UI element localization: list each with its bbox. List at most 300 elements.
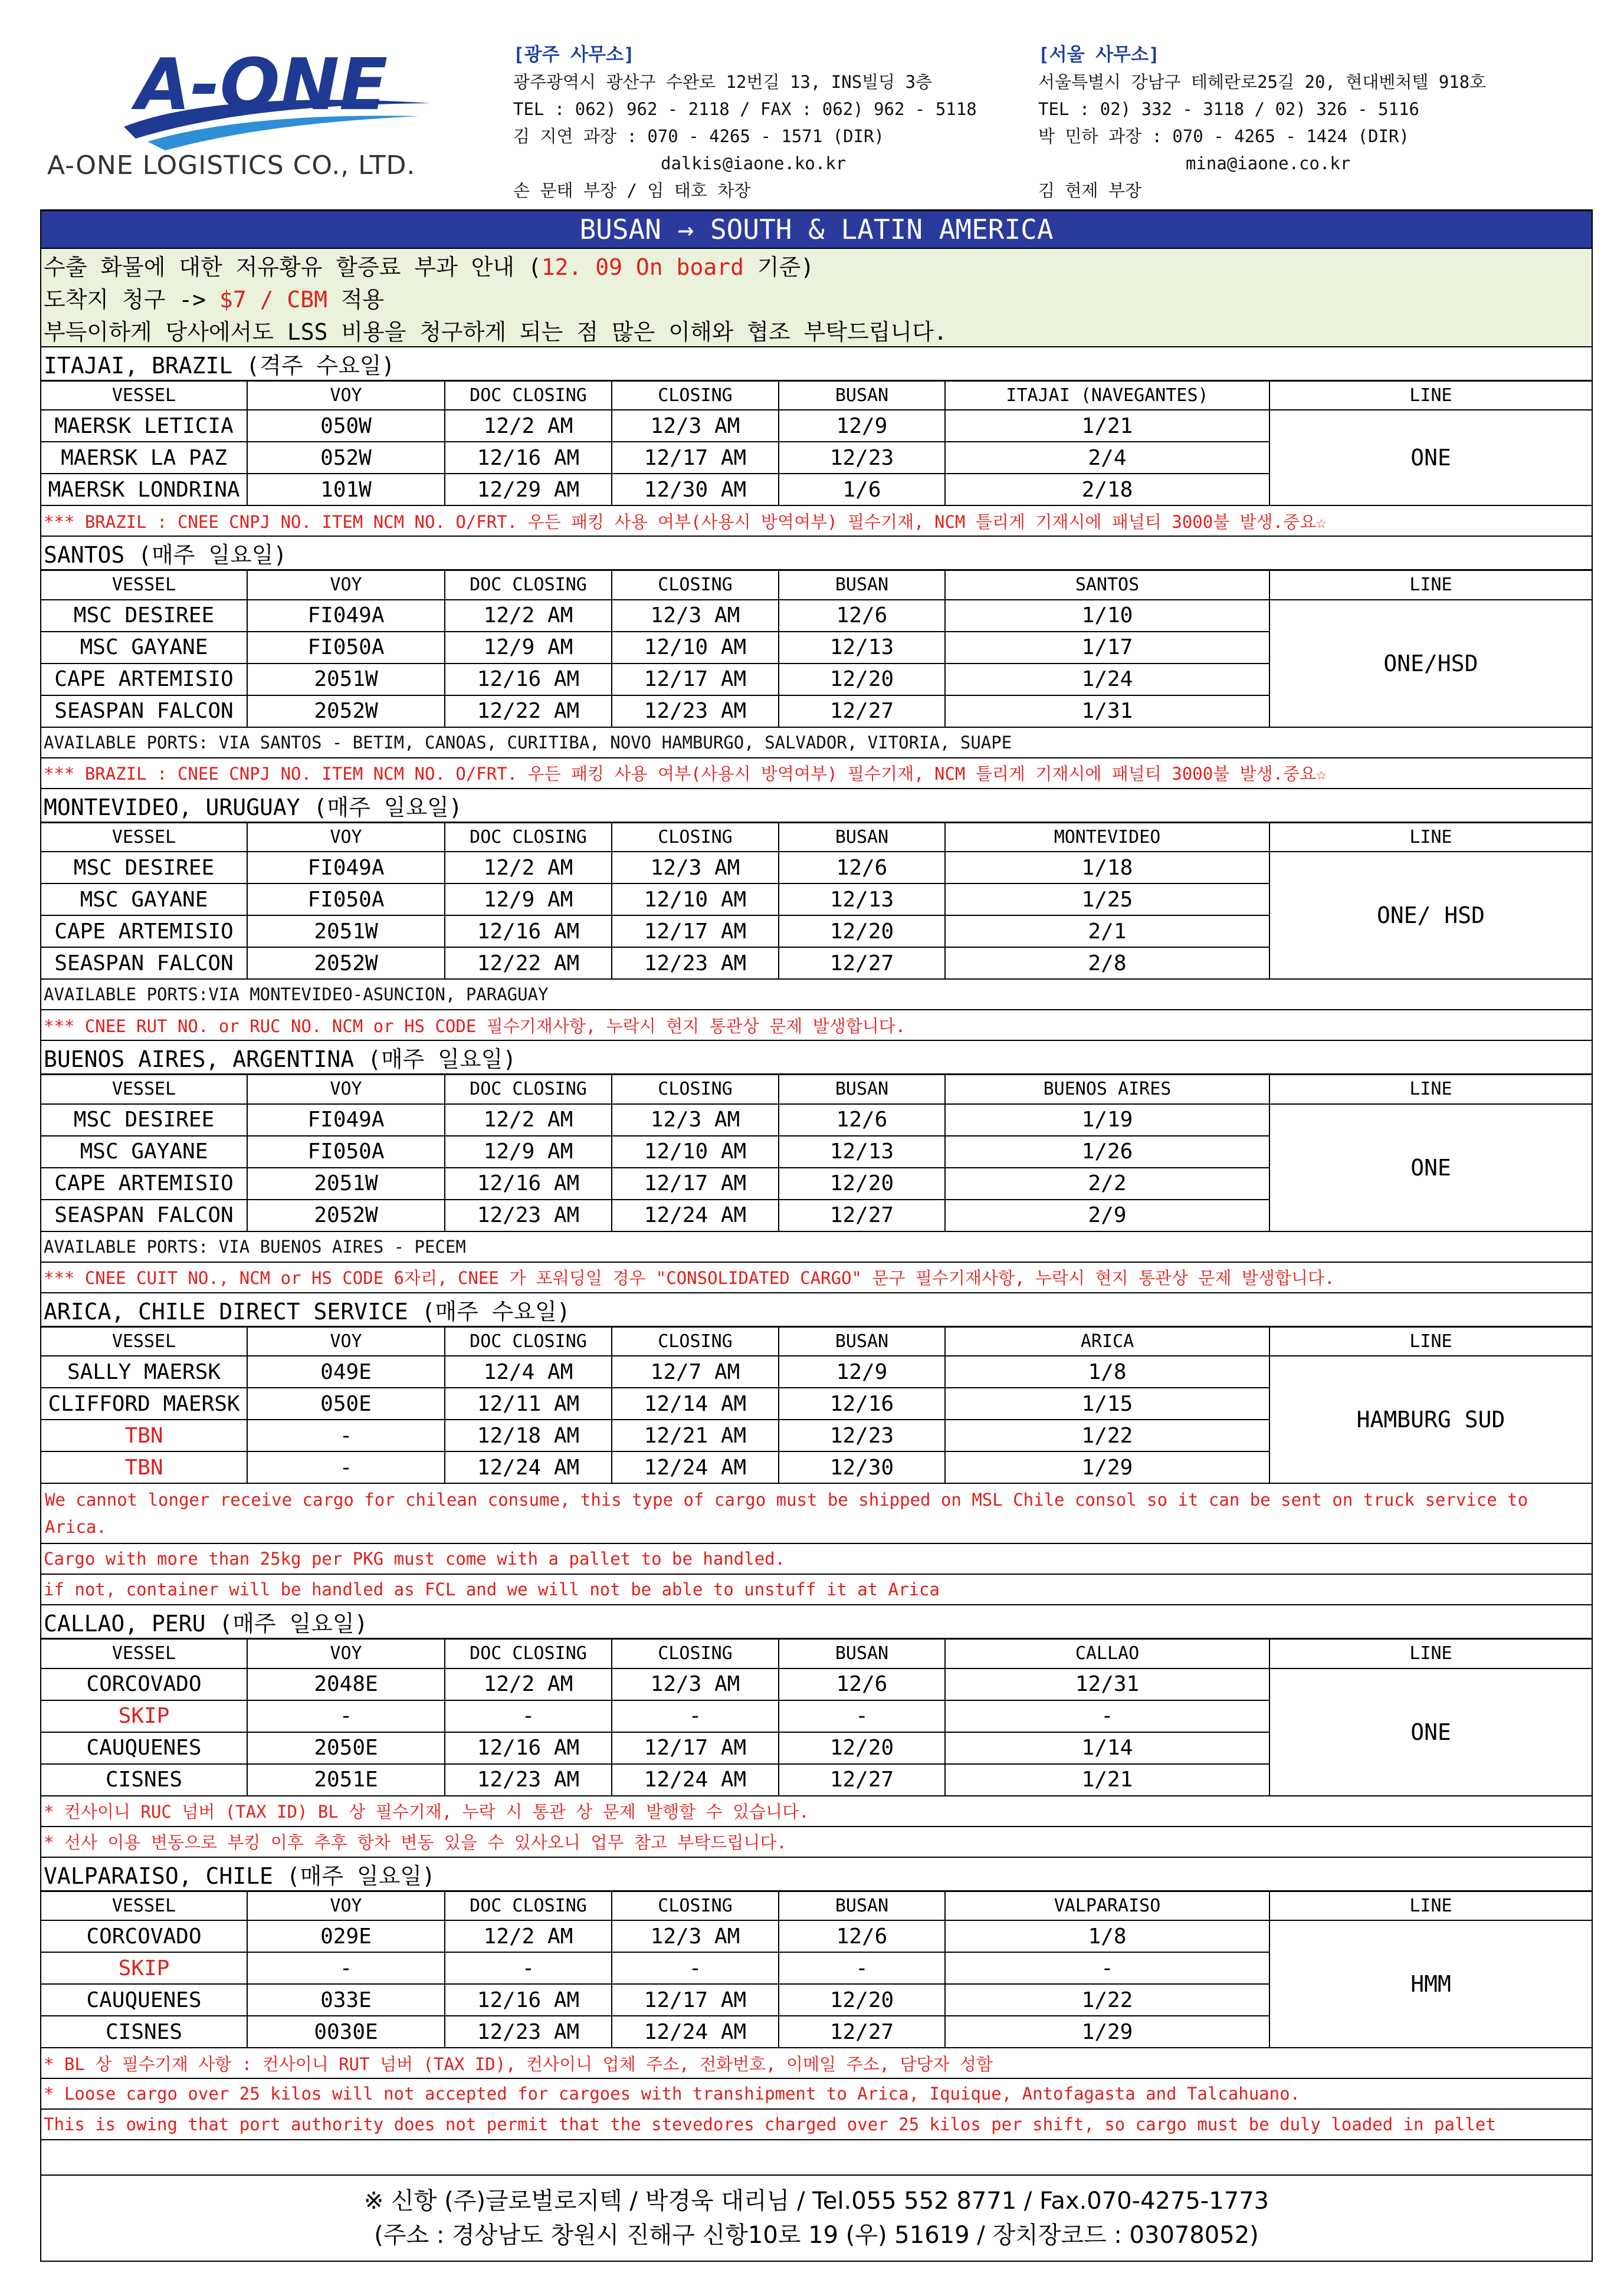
busan-cell: 12/23 (779, 442, 945, 474)
section-header (41, 1040, 1592, 1075)
note-row (41, 1231, 1592, 1262)
busan-cell: 12/20 (779, 1732, 945, 1764)
eta-cell: 12/31 (945, 1668, 1269, 1700)
section-note: * 선사 이용 변동으로 부킹 이후 추후 항차 변동 있을 수 있사오니 업무 참고 부탁드립니다. (41, 1827, 1592, 1857)
note-row (41, 979, 1592, 1010)
table-row (41, 1668, 1592, 1700)
column-header-line: LINE (1269, 822, 1592, 852)
section-header (41, 1605, 1592, 1639)
doc-closing-cell: 12/16 AM (445, 1984, 612, 2016)
note-row (41, 1262, 1592, 1293)
closing-cell: 12/14 AM (612, 1388, 779, 1420)
carrier-line-cell: ONE/ HSD (1269, 852, 1592, 979)
doc-closing-cell: 12/23 AM (445, 1764, 612, 1796)
table-row (41, 1104, 1592, 1136)
column-header-line: LINE (1269, 1075, 1592, 1104)
column-header-vessel: VESSEL (41, 570, 247, 600)
busan-cell: 1/6 (779, 474, 945, 505)
column-header-row (41, 1891, 1592, 1920)
column-header-closing: CLOSING (612, 822, 779, 852)
vessel-cell: MSC DESIREE (41, 600, 247, 632)
column-header-dest: CALLAO (945, 1639, 1269, 1668)
voy-cell: FI049A (247, 600, 445, 632)
note-row (41, 1574, 1592, 1605)
vessel-cell: MSC DESIREE (41, 852, 247, 883)
voy-cell: 0030E (247, 2016, 445, 2048)
notice-line-2-post: 적용 (327, 286, 385, 313)
voy-cell: - (247, 1420, 445, 1451)
schedule-table (40, 209, 1593, 2262)
busan-cell: 12/6 (779, 1668, 945, 1700)
closing-cell: 12/3 AM (612, 1668, 779, 1700)
eta-cell: 1/29 (945, 2016, 1269, 2048)
seoul-staff: 김 현제 부장 (1038, 180, 1141, 201)
section-title: VALPARAISO, CHILE (매주 일요일) (41, 1857, 1592, 1891)
doc-closing-cell: - (445, 1952, 612, 1984)
column-header-dest: ITAJAI (NAVEGANTES) (945, 380, 1269, 410)
busan-cell: 12/13 (779, 1136, 945, 1168)
busan-cell: 12/27 (779, 947, 945, 979)
vessel-cell: MSC DESIREE (41, 1104, 247, 1136)
section-header (41, 536, 1592, 570)
busan-cell: - (779, 1700, 945, 1732)
vessel-cell: CAPE ARTEMISIO (41, 663, 247, 695)
notice-line-1-pre: 수출 화물에 대한 저유황유 할증료 부과 안내 ( (44, 254, 542, 280)
doc-closing-cell: 12/9 AM (445, 1136, 612, 1168)
column-header-line: LINE (1269, 1326, 1592, 1356)
closing-cell: 12/24 AM (612, 1451, 779, 1483)
section-note: *** BRAZIL : CNEE CNPJ NO. ITEM NCM NO. O/FRT. 우든 패킹 사용 여부(사용시 방역여부) 필수기재, NCM 틀리게 기재시에 패널티 3000불 발생.중요☆ (41, 505, 1592, 536)
eta-cell: 1/15 (945, 1388, 1269, 1420)
voy-cell: 2052W (247, 1200, 445, 1231)
section-note: Cargo with more than 25kg per PKG must come with a pallet to be handled. (41, 1543, 1592, 1574)
closing-cell: - (612, 1952, 779, 1984)
notice-line-1 (41, 248, 1592, 281)
doc-closing-cell: 12/16 AM (445, 1732, 612, 1764)
logo-text: A-ONE (136, 44, 388, 126)
gwangju-office-title: [광주 사무소] (513, 44, 635, 65)
eta-cell: 1/25 (945, 883, 1269, 915)
busan-cell: 12/27 (779, 2016, 945, 2048)
vessel-cell: CAUQUENES (41, 1984, 247, 2016)
column-header-line: LINE (1269, 1891, 1592, 1920)
voy-cell: FI049A (247, 1104, 445, 1136)
doc-closing-cell: 12/22 AM (445, 947, 612, 979)
section-note: if not, container will be handled as FCL and we will not be able to unstuff it at Arica (41, 1574, 1592, 1605)
carrier-line-cell: HAMBURG SUD (1269, 1356, 1592, 1483)
column-header-dest: ARICA (945, 1326, 1269, 1356)
doc-closing-cell: 12/22 AM (445, 695, 612, 727)
column-header-voy: VOY (247, 380, 445, 410)
vessel-cell: CAUQUENES (41, 1732, 247, 1764)
column-header-busan: BUSAN (779, 1891, 945, 1920)
column-header-voy: VOY (247, 1326, 445, 1356)
busan-cell: 12/6 (779, 1920, 945, 1952)
doc-closing-cell: 12/16 AM (445, 663, 612, 695)
gwangju-email[interactable]: dalkis@iaone.ko.kr (661, 153, 847, 173)
seoul-email[interactable]: mina@iaone.co.kr (1186, 153, 1351, 173)
footer-line-2: (주소 : 경상남도 창원시 진해구 신항10로 19 (우) 51619 / 장치장코드 : 03078052) (374, 2222, 1259, 2249)
closing-cell: 12/3 AM (612, 410, 779, 442)
column-header-dest: SANTOS (945, 570, 1269, 600)
closing-cell: - (612, 1700, 779, 1732)
eta-cell: 1/8 (945, 1920, 1269, 1952)
column-header-busan: BUSAN (779, 1639, 945, 1668)
column-header-closing: CLOSING (612, 1075, 779, 1104)
busan-cell: - (779, 1952, 945, 1984)
note-row (41, 2109, 1592, 2140)
column-header-line: LINE (1269, 570, 1592, 600)
doc-closing-cell: 12/11 AM (445, 1388, 612, 1420)
section-title: SANTOS (매주 일요일) (41, 536, 1592, 570)
busan-cell: 12/13 (779, 632, 945, 663)
section-header (41, 347, 1592, 381)
doc-closing-cell: 12/2 AM (445, 1668, 612, 1700)
eta-cell: 1/10 (945, 600, 1269, 632)
section-note: *** CNEE CUIT NO., NCM or HS CODE 6자리, CNEE 가 포워딩일 경우 "CONSOLIDATED CARGO" 문구 필수기재사항, 누락시 현지 통관상 문제 발생합니다. (41, 1262, 1592, 1293)
column-header-doc: DOC CLOSING (445, 570, 612, 600)
vessel-cell: SEASPAN FALCON (41, 947, 247, 979)
doc-closing-cell: 12/24 AM (445, 1451, 612, 1483)
doc-closing-cell: 12/16 AM (445, 915, 612, 947)
column-header-vessel: VESSEL (41, 1326, 247, 1356)
closing-cell: 12/3 AM (612, 1920, 779, 1952)
column-header-row (41, 822, 1592, 852)
closing-cell: 12/10 AM (612, 1136, 779, 1168)
vessel-cell: SEASPAN FALCON (41, 1200, 247, 1231)
eta-cell: - (945, 1700, 1269, 1732)
column-header-vessel: VESSEL (41, 380, 247, 410)
footer-contact (41, 2175, 1592, 2261)
voy-cell: FI049A (247, 852, 445, 883)
column-header-voy: VOY (247, 1639, 445, 1668)
notice-row-2 (41, 281, 1592, 314)
company-name: A-ONE LOGISTICS CO., LTD. (47, 150, 416, 180)
closing-cell: 12/17 AM (612, 442, 779, 474)
eta-cell: 1/29 (945, 1451, 1269, 1483)
column-header-voy: VOY (247, 822, 445, 852)
section-note: *** BRAZIL : CNEE CNPJ NO. ITEM NCM NO. O/FRT. 우든 패킹 사용 여부(사용시 방역여부) 필수기재, NCM 틀리게 기재시에 패널티 3000불 발생.중요☆ (41, 758, 1592, 789)
column-header-busan: BUSAN (779, 570, 945, 600)
gwangju-tel: TEL : 062) 962 - 2118 / FAX : 062) 962 - 5118 (513, 99, 977, 119)
gwangju-office (513, 41, 1021, 204)
column-header-line: LINE (1269, 1639, 1592, 1668)
busan-cell: 12/20 (779, 1984, 945, 2016)
seoul-address: 서울특별시 강남구 테헤란로25길 20, 현대벤처텔 918호 (1038, 72, 1487, 92)
eta-cell: 2/2 (945, 1168, 1269, 1200)
voy-cell: 2052W (247, 947, 445, 979)
notice-line-2-rate: $7 / CBM (219, 286, 327, 313)
doc-closing-cell: 12/2 AM (445, 1104, 612, 1136)
gwangju-contact: 김 지연 과장 : 070 - 4265 - 1571 (DIR) (513, 126, 884, 146)
seoul-tel: TEL : 02) 332 - 3118 / 02) 326 - 5116 (1038, 99, 1420, 119)
voy-cell: FI050A (247, 883, 445, 915)
column-header-row (41, 1075, 1592, 1104)
footer-row (41, 2175, 1592, 2261)
column-header-doc: DOC CLOSING (445, 1326, 612, 1356)
vessel-cell: CORCOVADO (41, 1920, 247, 1952)
busan-cell: 12/27 (779, 1200, 945, 1231)
closing-cell: 12/24 AM (612, 1764, 779, 1796)
vessel-cell: TBN (41, 1420, 247, 1451)
closing-cell: 12/3 AM (612, 852, 779, 883)
notice-line-3: 부득이하게 당사에서도 LSS 비용을 청구하게 되는 점 많은 이해와 협조 부탁드립니다. (41, 314, 1592, 347)
notice-row-1 (41, 248, 1592, 281)
doc-closing-cell: 12/2 AM (445, 1920, 612, 1952)
closing-cell: 12/24 AM (612, 2016, 779, 2048)
busan-cell: 12/13 (779, 883, 945, 915)
doc-closing-cell: 12/2 AM (445, 410, 612, 442)
eta-cell: 2/8 (945, 947, 1269, 979)
schedule-sheet (40, 209, 1592, 2262)
note-row (41, 2078, 1592, 2109)
doc-closing-cell: 12/16 AM (445, 442, 612, 474)
column-header-busan: BUSAN (779, 380, 945, 410)
vessel-cell: SEASPAN FALCON (41, 695, 247, 727)
busan-cell: 12/27 (779, 1764, 945, 1796)
voy-cell: FI050A (247, 632, 445, 663)
column-header-busan: BUSAN (779, 1326, 945, 1356)
notice-line-1-post: 기준) (743, 254, 815, 280)
gwangju-address: 광주광역시 광산구 수완로 12번길 13, INS빌딩 3층 (513, 72, 933, 92)
footer-line-1: ※ 신항 (주)글로벌로지텍 / 박경욱 대리님 / Tel.055 552 8771 / Fax.070-4275-1773 (363, 2187, 1269, 2215)
vessel-cell: CORCOVADO (41, 1668, 247, 1700)
column-header-doc: DOC CLOSING (445, 380, 612, 410)
doc-closing-cell: - (445, 1700, 612, 1732)
section-note: AVAILABLE PORTS: VIA SANTOS - BETIM, CANOAS, CURITIBA, NOVO HAMBURGO, SALVADOR, VITORIA, SUAPE (41, 727, 1592, 758)
blank-cell (41, 2140, 1592, 2175)
seoul-contact: 박 민하 과장 : 070 - 4265 - 1424 (DIR) (1038, 126, 1409, 146)
note-row (41, 1827, 1592, 1857)
column-header-row (41, 380, 1592, 410)
closing-cell: 12/23 AM (612, 947, 779, 979)
busan-cell: 12/6 (779, 1104, 945, 1136)
column-header-closing: CLOSING (612, 1891, 779, 1920)
section-title: CALLAO, PERU (매주 일요일) (41, 1605, 1592, 1639)
table-row (41, 600, 1592, 632)
column-header-doc: DOC CLOSING (445, 1075, 612, 1104)
eta-cell: 2/18 (945, 474, 1269, 505)
voy-cell: 029E (247, 1920, 445, 1952)
title-row (41, 211, 1592, 248)
doc-closing-cell: 12/9 AM (445, 883, 612, 915)
eta-cell: 1/22 (945, 1420, 1269, 1451)
closing-cell: 12/17 AM (612, 663, 779, 695)
vessel-cell: MAERSK LETICIA (41, 410, 247, 442)
voy-cell: - (247, 1952, 445, 1984)
vessel-cell: TBN (41, 1451, 247, 1483)
doc-closing-cell: 12/4 AM (445, 1356, 612, 1388)
note-row (41, 1543, 1592, 1574)
closing-cell: 12/23 AM (612, 695, 779, 727)
voy-cell: FI050A (247, 1136, 445, 1168)
column-header-row (41, 570, 1592, 600)
voy-cell: 050W (247, 410, 445, 442)
notice-row-3 (41, 314, 1592, 347)
column-header-closing: CLOSING (612, 380, 779, 410)
doc-closing-cell: 12/29 AM (445, 474, 612, 505)
voy-cell: 2051W (247, 663, 445, 695)
vessel-cell: SKIP (41, 1700, 247, 1732)
voy-cell: 101W (247, 474, 445, 505)
eta-cell: 1/22 (945, 1984, 1269, 2016)
column-header-doc: DOC CLOSING (445, 1639, 612, 1668)
closing-cell: 12/30 AM (612, 474, 779, 505)
eta-cell: 1/21 (945, 1764, 1269, 1796)
note-row (41, 505, 1592, 536)
column-header-closing: CLOSING (612, 570, 779, 600)
busan-cell: 12/23 (779, 1420, 945, 1451)
carrier-line-cell: ONE (1269, 1668, 1592, 1796)
busan-cell: 12/9 (779, 1356, 945, 1388)
vessel-cell: CISNES (41, 1764, 247, 1796)
column-header-doc: DOC CLOSING (445, 822, 612, 852)
eta-cell: 1/8 (945, 1356, 1269, 1388)
voy-cell: 2051E (247, 1764, 445, 1796)
section-note: * BL 상 필수기재 사항 : 컨사이니 RUT 넘버 (TAX ID), 컨사이니 업체 주소, 전화번호, 이메일 주소, 담당자 성함 (41, 2048, 1592, 2078)
column-header-vessel: VESSEL (41, 1075, 247, 1104)
section-note: * 컨사이니 RUC 넘버 (TAX ID) BL 상 필수기재, 누락 시 통관 상 문제 발행할 수 있습니다. (41, 1796, 1592, 1827)
page-title: BUSAN → SOUTH & LATIN AMERICA (41, 211, 1592, 248)
closing-cell: 12/3 AM (612, 600, 779, 632)
busan-cell: 12/20 (779, 663, 945, 695)
column-header-busan: BUSAN (779, 1075, 945, 1104)
eta-cell: 1/31 (945, 695, 1269, 727)
note-row (41, 1010, 1592, 1040)
carrier-line-cell: HMM (1269, 1920, 1592, 2048)
seoul-office-title: [서울 사무소] (1038, 44, 1160, 65)
eta-cell: 1/24 (945, 663, 1269, 695)
vessel-cell: MAERSK LONDRINA (41, 474, 247, 505)
busan-cell: 12/16 (779, 1388, 945, 1420)
doc-closing-cell: 12/9 AM (445, 632, 612, 663)
letterhead (35, 24, 1593, 201)
busan-cell: 12/20 (779, 915, 945, 947)
eta-cell: - (945, 1952, 1269, 1984)
closing-cell: 12/10 AM (612, 632, 779, 663)
vessel-cell: CAPE ARTEMISIO (41, 915, 247, 947)
section-title: ITAJAI, BRAZIL (격주 수요일) (41, 347, 1592, 381)
section-header (41, 789, 1592, 823)
column-header-row (41, 1326, 1592, 1356)
voy-cell: 2048E (247, 1668, 445, 1700)
vessel-cell: CLIFFORD MAERSK (41, 1388, 247, 1420)
note-row (41, 758, 1592, 789)
section-title: BUENOS AIRES, ARGENTINA (매주 일요일) (41, 1040, 1592, 1075)
vessel-cell: MSC GAYANE (41, 632, 247, 663)
note-row (41, 2048, 1592, 2078)
closing-cell: 12/10 AM (612, 883, 779, 915)
vessel-cell: SKIP (41, 1952, 247, 1984)
section-note: AVAILABLE PORTS: VIA BUENOS AIRES - PECEM (41, 1231, 1592, 1262)
busan-cell: 12/6 (779, 852, 945, 883)
table-row (41, 852, 1592, 883)
note-row (41, 1483, 1592, 1543)
vessel-cell: MSC GAYANE (41, 1136, 247, 1168)
doc-closing-cell: 12/23 AM (445, 2016, 612, 2048)
voy-cell: - (247, 1700, 445, 1732)
section-note: AVAILABLE PORTS:VIA MONTEVIDEO-ASUNCION, PARAGUAY (41, 979, 1592, 1010)
voy-cell: - (247, 1451, 445, 1483)
table-row (41, 1356, 1592, 1388)
eta-cell: 1/19 (945, 1104, 1269, 1136)
busan-cell: 12/30 (779, 1451, 945, 1483)
column-header-vessel: VESSEL (41, 822, 247, 852)
section-header (41, 1293, 1592, 1327)
vessel-cell: MAERSK LA PAZ (41, 442, 247, 474)
column-header-doc: DOC CLOSING (445, 1891, 612, 1920)
column-header-voy: VOY (247, 570, 445, 600)
carrier-line-cell: ONE (1269, 1104, 1592, 1231)
eta-cell: 1/14 (945, 1732, 1269, 1764)
voy-cell: 2051W (247, 915, 445, 947)
vessel-cell: SALLY MAERSK (41, 1356, 247, 1388)
gwangju-staff: 손 문태 부장 / 임 태호 차장 (513, 180, 751, 201)
closing-cell: 12/21 AM (612, 1420, 779, 1451)
closing-cell: 12/17 AM (612, 1732, 779, 1764)
eta-cell: 2/1 (945, 915, 1269, 947)
notice-line-2-pre: 도착지 청구 -> (44, 286, 219, 313)
column-header-line: LINE (1269, 380, 1592, 410)
blank-row (41, 2140, 1592, 2175)
eta-cell: 1/17 (945, 632, 1269, 663)
vessel-cell: CAPE ARTEMISIO (41, 1168, 247, 1200)
section-note: * Loose cargo over 25 kilos will not accepted for cargoes with transhipment to Arica, Iquique, Antofagasta and Talcahuano. (41, 2078, 1592, 2109)
vessel-cell: CISNES (41, 2016, 247, 2048)
closing-cell: 12/17 AM (612, 915, 779, 947)
notice-line-1-date: 12. 09 On board (541, 254, 744, 280)
note-row (41, 727, 1592, 758)
busan-cell: 12/20 (779, 1168, 945, 1200)
doc-closing-cell: 12/18 AM (445, 1420, 612, 1451)
closing-cell: 12/17 AM (612, 1984, 779, 2016)
table-row (41, 1920, 1592, 1952)
notice-line-2 (41, 281, 1592, 314)
column-header-dest: VALPARAISO (945, 1891, 1269, 1920)
column-header-row (41, 1639, 1592, 1668)
column-header-vessel: VESSEL (41, 1639, 247, 1668)
company-logo (112, 38, 442, 156)
column-header-voy: VOY (247, 1075, 445, 1104)
eta-cell: 2/9 (945, 1200, 1269, 1231)
table-row (41, 410, 1592, 442)
column-header-dest: BUENOS AIRES (945, 1075, 1269, 1104)
carrier-line-cell: ONE (1269, 410, 1592, 505)
carrier-line-cell: ONE/HSD (1269, 600, 1592, 727)
seoul-office (1038, 41, 1593, 204)
vessel-cell: MSC GAYANE (41, 883, 247, 915)
eta-cell: 1/21 (945, 410, 1269, 442)
section-header (41, 1857, 1592, 1891)
closing-cell: 12/24 AM (612, 1200, 779, 1231)
section-title: MONTEVIDEO, URUGUAY (매주 일요일) (41, 789, 1592, 823)
closing-cell: 12/3 AM (612, 1104, 779, 1136)
section-note: We cannot longer receive cargo for chilean consume, this type of cargo must be shipped on MSL Chile consol so it can be sent on truck service to Arica. (41, 1483, 1592, 1543)
voy-cell: 2052W (247, 695, 445, 727)
column-header-closing: CLOSING (612, 1326, 779, 1356)
voy-cell: 049E (247, 1356, 445, 1388)
eta-cell: 1/26 (945, 1136, 1269, 1168)
voy-cell: 050E (247, 1388, 445, 1420)
voy-cell: 033E (247, 1984, 445, 2016)
section-title: ARICA, CHILE DIRECT SERVICE (매주 수요일) (41, 1293, 1592, 1327)
doc-closing-cell: 12/16 AM (445, 1168, 612, 1200)
eta-cell: 2/4 (945, 442, 1269, 474)
voy-cell: 052W (247, 442, 445, 474)
column-header-vessel: VESSEL (41, 1891, 247, 1920)
column-header-closing: CLOSING (612, 1639, 779, 1668)
section-note: *** CNEE RUT NO. or RUC NO. NCM or HS CODE 필수기재사항, 누락시 현지 통관상 문제 발생합니다. (41, 1010, 1592, 1040)
